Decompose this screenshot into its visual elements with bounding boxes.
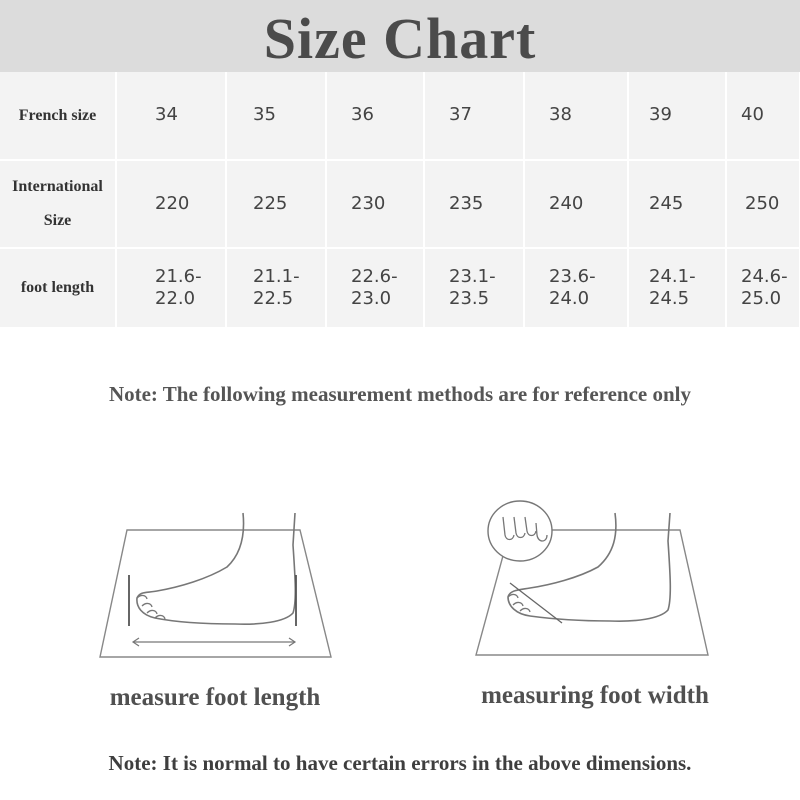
range-start: 24.6- — [741, 266, 788, 288]
table-cell: 36 — [326, 72, 424, 160]
range-end: 22.5 — [253, 288, 294, 309]
table-cell: 245 — [628, 160, 726, 248]
table-cell: 225 — [226, 160, 326, 248]
foot-length-illustration — [95, 505, 345, 665]
table-cell: 235 — [424, 160, 524, 248]
row-label-international-size — [0, 160, 116, 248]
table-cell — [726, 248, 800, 328]
table-cell — [628, 248, 726, 328]
range-end: 24.0 — [549, 288, 590, 309]
table-cell: 240 — [524, 160, 628, 248]
row-label-french-size: French size — [0, 72, 116, 160]
toes-outline — [137, 595, 165, 619]
title-bar — [0, 0, 800, 72]
table-cell: 34 — [116, 72, 226, 160]
range-start: 21.6- — [155, 266, 202, 288]
table-cell — [226, 248, 326, 328]
table-cell: 250 — [726, 160, 800, 248]
toes-outline — [508, 594, 530, 612]
table-cell: 35 — [226, 72, 326, 160]
range-end: 23.5 — [449, 288, 490, 309]
table-cell: 40 — [726, 72, 800, 160]
range-end: 25.0 — [741, 288, 782, 309]
table-cell — [424, 248, 524, 328]
table-cell: 230 — [326, 160, 424, 248]
size-table — [0, 72, 800, 329]
page-title: Size Chart — [263, 5, 537, 71]
foot-width-illustration — [470, 495, 720, 665]
table-cell — [524, 248, 628, 328]
table-cell: 37 — [424, 72, 524, 160]
range-start: 21.1- — [253, 266, 300, 288]
row-label-line: Size — [43, 212, 72, 229]
row-label-foot-length: foot length — [0, 248, 116, 328]
caption-foot-width: measuring foot width — [481, 682, 709, 709]
range-end: 22.0 — [155, 288, 196, 309]
range-end: 23.0 — [351, 288, 392, 309]
error-note: Note: It is normal to have certain errors in the above dimensions. — [108, 751, 692, 775]
table-row-french-size — [0, 72, 800, 160]
range-start: 23.6- — [549, 266, 596, 288]
toe-inset-circle — [488, 501, 552, 561]
row-label-line: International — [12, 178, 103, 196]
table-row-foot-length — [0, 248, 800, 328]
caption-foot-length: measure foot length — [109, 684, 321, 711]
range-start: 22.6- — [351, 266, 398, 288]
reference-note: Note: The following measurement methods are for reference only — [108, 382, 692, 406]
table-row-international-size — [0, 160, 800, 248]
table-cell: 220 — [116, 160, 226, 248]
table-cell: 39 — [628, 72, 726, 160]
table-cell — [116, 248, 226, 328]
range-end: 24.5 — [649, 288, 690, 309]
range-start: 23.1- — [449, 266, 496, 288]
range-start: 24.1- — [649, 266, 696, 288]
table-cell: 38 — [524, 72, 628, 160]
table-cell — [326, 248, 424, 328]
